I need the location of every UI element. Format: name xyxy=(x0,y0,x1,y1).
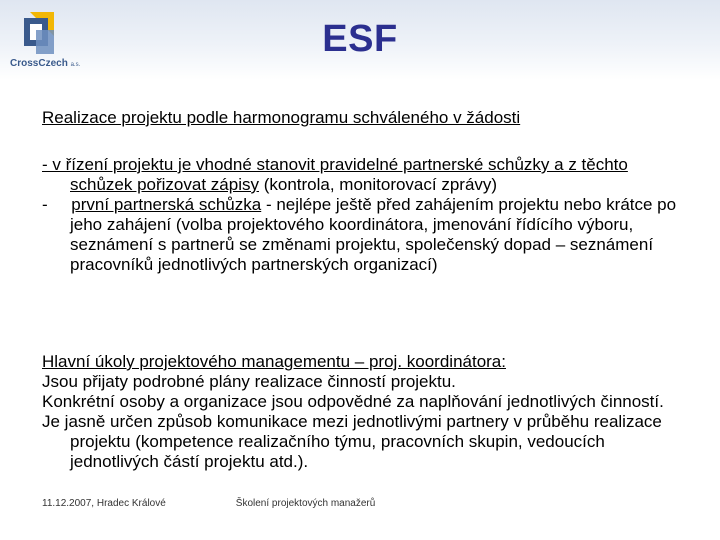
list-item xyxy=(42,195,682,275)
partner-meetings-section xyxy=(42,155,682,275)
bullet-dash: - xyxy=(42,195,48,214)
footer-author: Školení projektových manažerů xyxy=(235,498,376,509)
list-item: Konkrétní osoby a organizace jsou odpovědné za naplňování jednotlivých činností. xyxy=(42,392,664,411)
logo-text: CrossCzech a.s. xyxy=(10,58,81,69)
meetings-text: - v řízení projektu je vhodné stanovit pravidelné partnerské schůzky a z těchto schůzek pořizovat zápisy xyxy=(42,155,628,194)
list-item xyxy=(42,155,682,195)
list-item: Je jasně určen způsob komunikace mezi jednotlivými partnery v průběhu realizace projektu (kompetence realizačního týmu, pracovních skupin, vedoucích jednotlivých částí projektu atd.). xyxy=(42,412,662,471)
list-item: Jsou přijaty podrobné plány realizace činností projektu. xyxy=(42,372,456,391)
page-title: ESF xyxy=(322,18,398,60)
management-tasks-section xyxy=(42,352,682,472)
section-heading: Realizace projektu podle harmonogramu schváleného v žádosti xyxy=(42,108,521,127)
management-tasks-title: Hlavní úkoly projektového managementu – proj. koordinátora: xyxy=(42,352,506,371)
meetings-note: (kontrola, monitorovací zprávy) xyxy=(258,175,498,194)
first-meeting-text: první partnerská schůzka xyxy=(71,195,262,214)
footer-date: 11.12.2007, Hradec Králové xyxy=(42,498,166,509)
first-meeting-details: - nejlépe ještě před zahájením projektu nebo krátce po jeho zahájení (volba projektového koordinátora, jmenování řídícího výboru, seznámení s partnerů se změnami projektu, společenský dopad – seznámení pracovníků jednotlivých partnerských organizací) xyxy=(70,195,677,274)
footer xyxy=(42,498,375,509)
